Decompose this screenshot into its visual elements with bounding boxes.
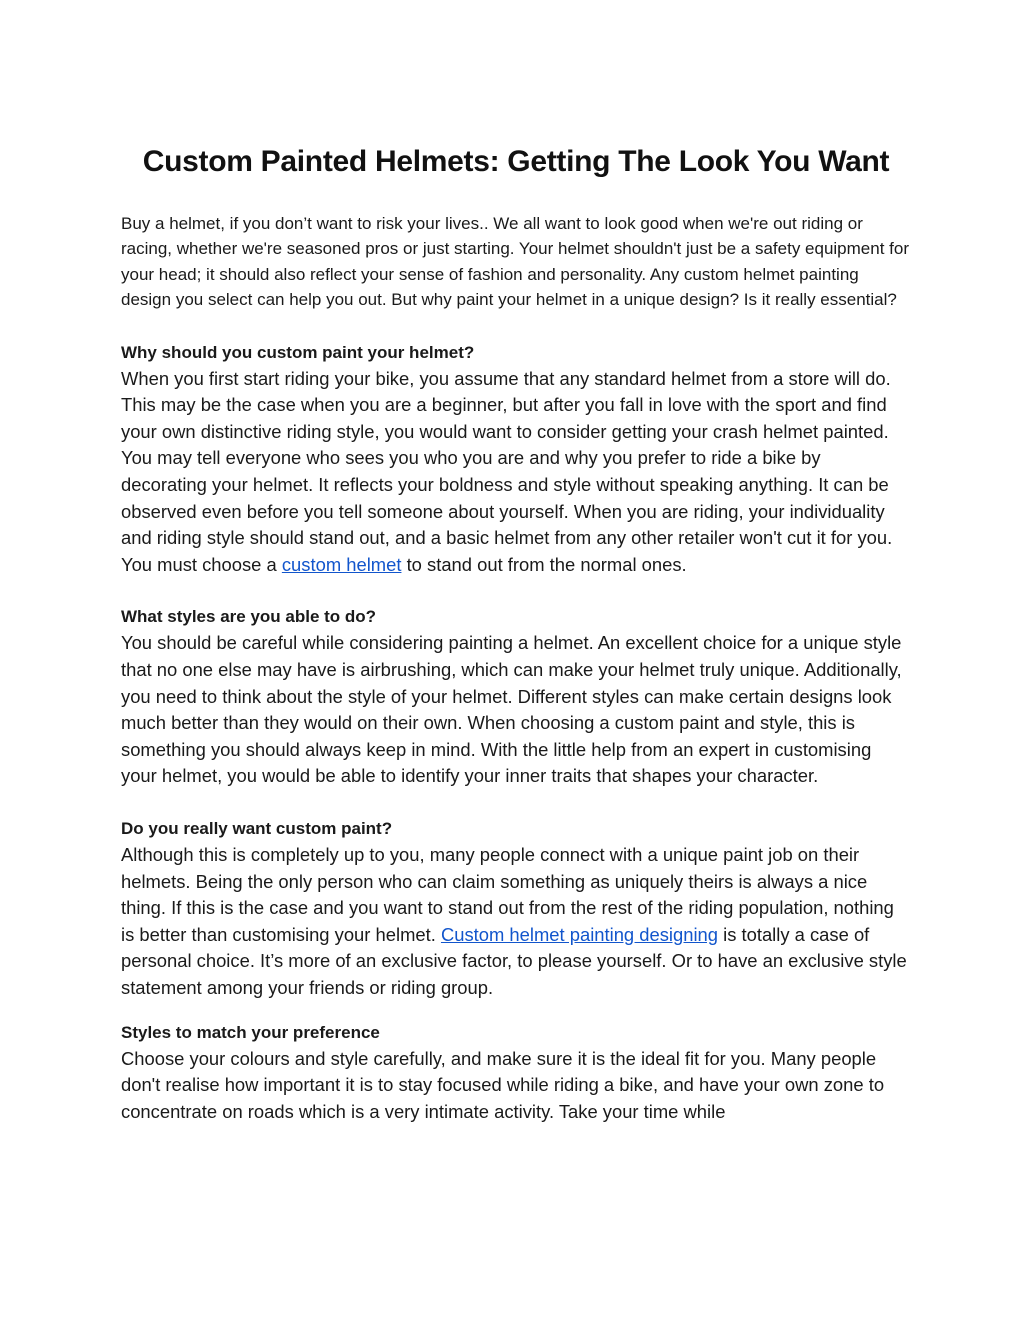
section-heading: What styles are you able to do? [121,607,377,627]
section-styles-preference [121,1020,911,1126]
body-text: to stand out from the normal ones. [401,553,687,575]
intro-paragraph: Buy a helmet, if you don’t want to risk your lives.. We all want to look good when we're out riding or racing, whether we're seasoned pros or just starting. Your helmet shouldn't just be a safety equipment for your head; it should also reflect your sense of fashion and personality. Any custom helmet painting design you select can help you out. But why paint your helmet in a unique design? Is it really essential? [121,214,909,310]
document-title: Custom Painted Helmets: Getting The Look You Want [142,145,890,178]
section-body [121,842,911,1002]
section-why-custom-paint [121,340,911,579]
section-body: Choose your colours and style carefully, and make sure it is the ideal fit for you. Many people don't realise how important it is to stay focused while riding a bike, and have your own zone to concentrate on roads which is a very intimate activity. Take your time while [121,1047,885,1122]
section-body: You should be careful while considering painting a helmet. An excellent choice for a unique style that no one else may have is airbrushing, which can make your helmet truly unique. Additionally, you need to think about the style of your helmet. Different styles can make certain designs look much better than they would on their own. When choosing a custom paint and style, this is something you should always keep in mind. With the little help from an expert in customising your helmet, you would be able to identify your inner traits that shapes your character. [121,632,902,787]
custom-helmet-link[interactable]: custom helmet [281,553,402,575]
section-styles-able [121,604,911,790]
section-body [121,366,911,579]
custom-helmet-painting-designing-link[interactable]: Custom helmet painting designing [440,923,718,945]
body-text: is totally a case of personal choice. It’s more of an exclusive factor, to please yourself. Or to have an exclusive style statement among your friends or riding group. [121,923,907,998]
body-text: When you first start riding your bike, you assume that any standard helmet from a store will do. This may be the case when you are a beginner, but after you fall in love with the sport and find your own distinctive riding style, you would want to consider getting your crash helmet painted. You may tell everyone who sees you who you are and why you prefer to ride a bike by decorating your helmet. It reflects your boldness and style without speaking anything. It can be observed even before you tell someone about yourself. When you are riding, your individuality and riding style should stand out, and a basic helmet from any other retailer won't cut it for you. You must choose a [121,367,893,575]
section-heading: Styles to match your preference [121,1022,380,1042]
document-page [121,140,911,1151]
section-really-want [121,816,911,1002]
section-heading: Why should you custom paint your helmet? [121,342,475,362]
body-text: Although this is completely up to you, many people connect with a unique paint job on their helmets. Being the only person who can claim something as uniquely theirs is always a nice thing. If this is the case and you want to stand out from the rest of the riding population, nothing is better than customising your helmet. [121,843,894,945]
section-heading: Do you really want custom paint? [121,818,393,838]
